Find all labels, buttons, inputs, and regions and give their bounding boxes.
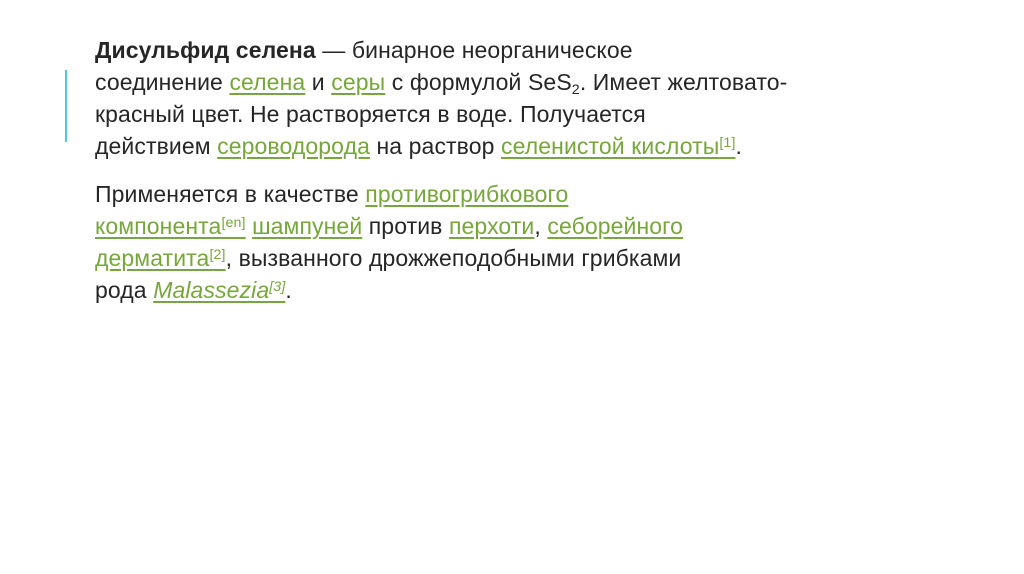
text-run: . [735,133,743,159]
superscript-ref[interactable]: [1] [719,134,736,151]
text-run: действием [95,133,218,159]
text-run: соединение [95,69,230,95]
wiki-link[interactable]: компонента[en] [95,213,246,239]
text-run: Дисульфид селена [95,37,316,63]
paragraph [95,34,975,162]
text-block [95,34,975,322]
text-run: Применяется в качестве [95,181,366,207]
wiki-link[interactable]: Malassezia[3] [153,277,286,303]
text-run: против [362,213,449,239]
subscript: 2 [571,81,580,98]
text-run: с формулой SeS [385,69,572,95]
wiki-link[interactable]: селенистой кислоты[1] [501,133,736,159]
wiki-link[interactable]: серы [331,69,386,95]
text-run: рода [95,277,154,303]
superscript-ref[interactable]: [en] [221,214,246,231]
text-run: на раствор [369,133,502,159]
paragraph [95,178,975,306]
wiki-link[interactable]: себорейного [547,213,684,239]
text-run: , вызванного дрожжеподобными грибками [225,245,682,271]
wiki-link[interactable]: дерматита[2] [95,245,226,271]
wiki-link[interactable]: сероводорода [217,133,370,159]
text-run: и [305,69,332,95]
superscript-ref[interactable]: [3] [269,278,286,295]
accent-bar [65,70,67,142]
text-run: красный цвет. Не растворяется в воде. Получается [95,101,646,127]
superscript-ref[interactable]: [2] [209,246,226,263]
wiki-link[interactable]: селена [229,69,306,95]
text-run: — бинарное неорганическое [315,37,633,63]
wiki-link[interactable]: шампуней [252,213,363,239]
text-run: . Имеет желтовато- [579,69,788,95]
wiki-link[interactable]: перхоти [448,213,535,239]
text-run: , [534,213,548,239]
wiki-link[interactable]: противогрибкового [365,181,569,207]
text-run: . [285,277,292,303]
